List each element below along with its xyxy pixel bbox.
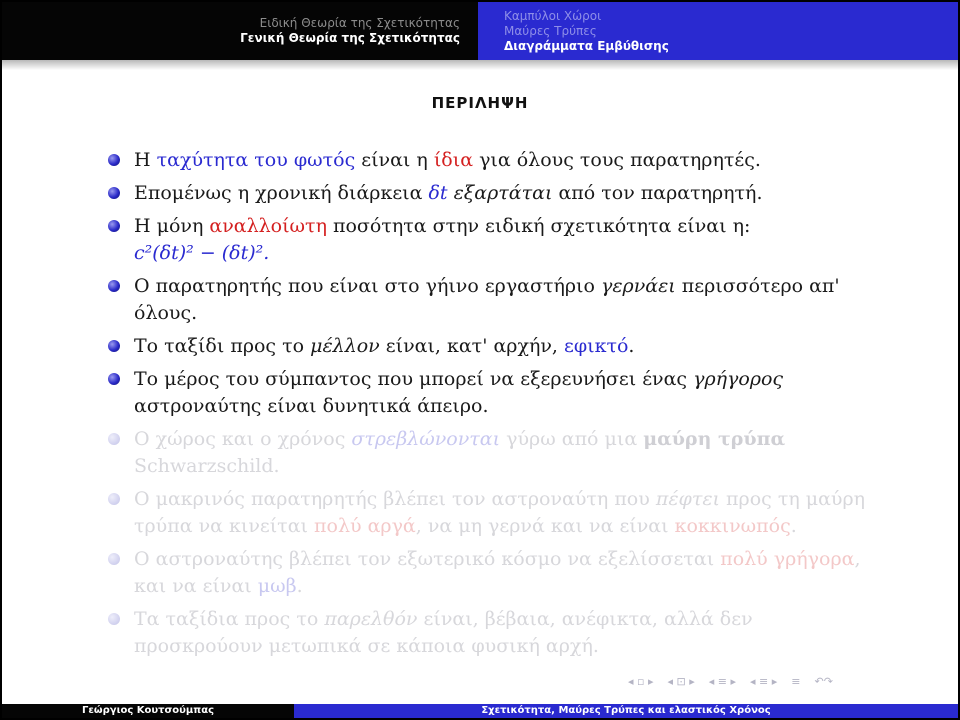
bullet-icon xyxy=(108,187,120,199)
list-item: Το μέρος του σύμπαντος που μπορεί να εξερευνήσει ένας γρήγορος αστροναύτης είναι δυνητικά άπειρο. xyxy=(106,366,886,420)
list-item: Ο παρατηρητής που είναι στο γήινο εργαστήριο γερνάει περισσότερο απ' όλους. xyxy=(106,273,886,327)
footer-title: Σχετικότητα, Μαύρες Τρύπες και ελαστικός Χρόνος xyxy=(294,704,958,718)
bullet-icon xyxy=(108,340,120,352)
list-item: Το ταξίδι προς το μέλλον είναι, κατ' αρχήν, εφικτό. xyxy=(106,333,886,360)
nav-align-icon[interactable]: ≡ xyxy=(791,674,801,688)
list-item: Ο μακρινός παρατηρητής βλέπει τον αστροναύτη που πέφτει προς τη μαύρη τρύπα να κινείται πολύ αργά, να μη γερνά και να είναι κοκκινωπός. xyxy=(106,486,886,540)
slide-header xyxy=(2,2,958,60)
section-link-general-relativity[interactable]: Γενική Θεωρία της Σχετικότητας xyxy=(240,31,460,45)
nav-frame-icon[interactable]: ◂ ▫ ▸ xyxy=(628,674,654,688)
section-link-special-relativity[interactable]: Ειδική Θεωρία της Σχετικότητας xyxy=(259,16,460,30)
bullet-icon xyxy=(108,553,120,565)
list-item: Επομένως η χρονική διάρκεια δt εξαρτάται από τον παρατηρητή. xyxy=(106,180,886,207)
beamer-navigation xyxy=(628,671,948,691)
subsection-link-black-holes[interactable]: Μαύρες Τρύπες xyxy=(504,23,597,38)
header-shadow xyxy=(2,60,958,70)
bullet-icon xyxy=(108,280,120,292)
slide xyxy=(2,2,958,718)
nav-presentation-icon[interactable]: ◂ ≡ ▸ xyxy=(750,674,778,688)
bullet-icon xyxy=(108,373,120,385)
bullet-icon xyxy=(108,220,120,232)
list-item: Ο αστροναύτης βλέπει τον εξωτερικό κόσμο να εξελίσσεται πολύ γρήγορα, και να είναι μωβ. xyxy=(106,546,886,600)
bullet-icon xyxy=(108,613,120,625)
bullet-icon xyxy=(108,154,120,166)
subsection-link-curved-spaces[interactable]: Καμπύλοι Χώροι xyxy=(504,8,602,23)
summary-list xyxy=(106,147,886,666)
nav-subsection-icon[interactable]: ◂ ⊡ ▸ xyxy=(667,674,695,688)
list-item: Τα ταξίδια προς το παρελθόν είναι, βέβαια, ανέφικτα, αλλά δεν προσκρούουν μετωπικά σε κάποια φυσική αρχή. xyxy=(106,606,886,660)
list-item: Ο χώρος και ο χρόνος στρεβλώνονται γύρω από μια μαύρη τρύπα Schwarzschild. xyxy=(106,426,886,480)
list-item: Η μόνη αναλλοίωτη ποσότητα στην ειδική σχετικότητα είναι η: c²(δt)² − (δt)². xyxy=(106,213,886,267)
bullet-icon xyxy=(108,433,120,445)
subsection-nav xyxy=(478,2,958,60)
section-nav xyxy=(2,2,478,60)
slide-footer xyxy=(2,704,958,718)
nav-section-icon[interactable]: ◂ ≡ ▸ xyxy=(708,674,737,688)
list-item: Η ταχύτητα του φωτός είναι η ίδια για όλους τους παρατηρητές. xyxy=(106,147,886,174)
footer-author: Γεώργιος Κουτσούμπας xyxy=(2,704,294,718)
slide-title: ΠΕΡΙΛΗΨΗ xyxy=(431,94,529,112)
subsection-link-embedding-diagrams[interactable]: Διαγράμματα Εμβύθισης xyxy=(504,38,669,53)
bullet-icon xyxy=(108,493,120,505)
invariant-formula: c²(δt)² − (δt)². xyxy=(134,242,270,264)
nav-search-back-icon[interactable]: ↶↷ xyxy=(814,674,833,688)
